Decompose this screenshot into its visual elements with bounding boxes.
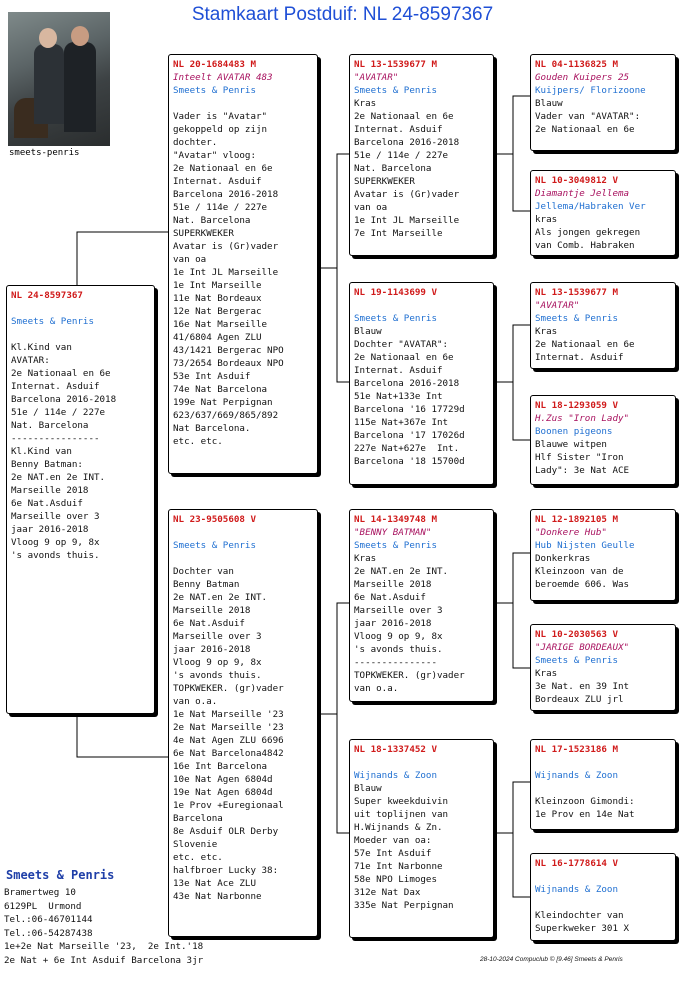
pedigree-card-mother[interactable] — [168, 509, 318, 937]
pedigree-card-mother-mother[interactable] — [349, 739, 494, 938]
pigeon-name: "Donkere Hub" — [535, 527, 607, 538]
card-body: Blauw Vader van "AVATAR": 2e Nationaal en 6e — [535, 98, 641, 135]
ring-number: NL 13-1539677 M — [354, 59, 437, 70]
owner: Smeets & Penris — [173, 540, 256, 551]
card-body: Kras 2e Nationaal en 6e Internat. Asduif Barcelona 2016-2018 51e / 114e / 227e Nat. Barcelona SUPERKWEKER Avatar is (Gr)vader van oa 1e Int JL Marseille 7e Int Marseille — [354, 98, 460, 239]
pigeon-name: "AVATAR" — [535, 300, 580, 311]
ring-number: NL 16-1778614 V — [535, 858, 618, 869]
ring-number: NL 18-1293059 V — [535, 400, 618, 411]
pedigree-card-mm-mother[interactable] — [530, 853, 676, 941]
pedigree-card-ff-father[interactable] — [530, 54, 676, 151]
owner: Wijnands & Zoon — [535, 770, 618, 781]
pedigree-card-mm-father[interactable] — [530, 739, 676, 830]
owner: Smeets & Penris — [535, 655, 618, 666]
pigeon-name: "AVATAR" — [354, 72, 399, 83]
owner: Jellema/Habraken Ver — [535, 201, 646, 212]
pedigree-card-ff-mother[interactable] — [530, 170, 676, 256]
footer-stamp: 28-10-2024 Compuclub © [9.46] Smeets & Penris — [480, 956, 623, 963]
card-body: Kras 2e Nationaal en 6e Internat. Asduif — [535, 326, 635, 363]
pigeon-name: Inteelt AVATAR 483 — [173, 72, 273, 83]
card-body: Donkerkras Kleinzoon van de beroemde 606. Was — [535, 553, 630, 590]
ring-number: NL 13-1539677 M — [535, 287, 618, 298]
card-body: Kleinzoon Gimondi: 1e Prov en 14e Nat — [535, 796, 635, 820]
pedigree-card-father-father[interactable] — [349, 54, 494, 256]
pedigree-card-father[interactable] — [168, 54, 318, 474]
card-body: Kleindochter van Superkweker 301 X — [535, 910, 630, 934]
ring-number: NL 23-9505608 V — [173, 514, 256, 525]
ring-number: NL 10-3049812 V — [535, 175, 618, 186]
owner: Boonen pigeons — [535, 426, 613, 437]
footer-address: Bramertweg 10 6129PL Urmond Tel.:06-46701144 Tel.:06-54287438 1e+2e Nat Marseille '23, 2e Int.'18 2e Nat + 6e Int Asduif Barcelona 3jr — [4, 887, 204, 966]
pedigree-card-mf-father[interactable] — [530, 509, 676, 601]
owner: Wijnands & Zoon — [354, 770, 437, 781]
owner: Smeets & Penris — [535, 313, 618, 324]
pedigree-card-father-mother[interactable] — [349, 282, 494, 485]
pedigree-card-fm-father[interactable] — [530, 282, 676, 369]
card-body: Kras 2e NAT.en 2e INT. Marseille 2018 6e Nat.Asduif Marseille over 3 jaar 2016-2018 Vloog 9 op 9, 8x 's avonds thuis. --------------- TOPKWEKER. (gr)vader van o.a. — [354, 553, 465, 694]
owner: Wijnands & Zoon — [535, 884, 618, 895]
ring-number: NL 12-1892105 M — [535, 514, 618, 525]
card-body: Dochter van Benny Batman 2e NAT.en 2e INT. Marseille 2018 6e Nat.Asduif Marseille over 3 jaar 2016-2018 Vloog 9 op 9, 8x 's avonds thuis. TOPKWEKER. (gr)vader van o.a. 1e Nat Marseille '23 2e Nat Marseille '23 4e Nat Agen ZLU 6696 6e Nat Barcelona4842 16e Int Barcelona 10e Nat Agen 6804d 19e Nat Agen 6804d 1e Prov +Euregionaal Barcelona 8e Asduif OLR Derby Slovenie etc. etc. halfbroer Lucky 38: 13e Nat Ace ZLU 43e Nat Narbonne — [173, 566, 284, 902]
owner: Smeets & Penris — [11, 316, 94, 327]
pigeon-name: "JARIGE BORDEAUX" — [535, 642, 630, 653]
photo-caption: smeets-penris — [9, 148, 80, 158]
card-body: Vader is "Avatar" gekoppeld op zijn dochter. "Avatar" vloog: 2e Nationaal en 6e Internat. Asduif Barcelona 2016-2018 51e / 114e / 227e Nat. Barcelona SUPERKWEKER Avatar is (Gr)vader van oa 1e Int JL Marseille 1e Int Marseille 11e Nat Bordeaux 12e Nat Bergerac 16e Nat Marseille 41/6804 Agen ZLU 43/1421 Bergerac NPO 73/2654 Bordeaux NPO 53e Int Asduif 74e Nat Barcelona 199e Nat Perpignan 623/637/669/865/892 Nat Barcelona. etc. etc. — [173, 111, 284, 447]
ring-number: NL 10-2030563 V — [535, 629, 618, 640]
pigeon-name: "BENNY BATMAN" — [354, 527, 432, 538]
pigeon-name: H.Zus "Iron Lady" — [535, 413, 630, 424]
pedigree-card-fm-mother[interactable] — [530, 395, 676, 485]
owner: Smeets & Penris — [354, 540, 437, 551]
card-body: kras Als jongen gekregen van Comb. Habraken — [535, 214, 641, 251]
card-body: Blauw Dochter "AVATAR": 2e Nationaal en 6e Internat. Asduif Barcelona 2016-2018 51e Nat+133e Int Barcelona '16 17729d 115e Nat+367e Int Barcelona '17 17026d 227e Nat+627e Int. Barcelona '18 15700d — [354, 326, 465, 467]
ring-number: NL 19-1143699 V — [354, 287, 437, 298]
owner: Smeets & Penris — [354, 85, 437, 96]
ring-number: NL 24-8597367 — [11, 290, 83, 301]
ring-number: NL 04-1136825 M — [535, 59, 618, 70]
card-body: Kras 3e Nat. en 39 Int Bordeaux ZLU jrl — [535, 668, 630, 705]
footer-loft-name: Smeets & Penris — [6, 868, 115, 882]
owner: Hub Nijsten Geulle — [535, 540, 635, 551]
pedigree-card-subject[interactable] — [6, 285, 155, 714]
ring-number: NL 14-1349748 M — [354, 514, 437, 525]
card-body: Blauw Super kweekduivin uit toplijnen van H.Wijnands & Zn. Moeder van oa: 57e Int Asduif 71e Int Narbonne 58e NPO Limoges 312e Nat Dax 335e Nat Perpignan — [354, 783, 454, 911]
page-title: Stamkaart Postduif: NL 24-8597367 — [191, 4, 494, 25]
pedigree-card-mother-father[interactable] — [349, 509, 494, 702]
owner: Kuijpers/ Florizoone — [535, 85, 646, 96]
card-body: Kl.Kind van AVATAR: 2e Nationaal en 6e Internat. Asduif Barcelona 2016-2018 51e / 114e / 227e Nat. Barcelona ---------------- Kl.Kind van Benny Batman: 2e NAT.en 2e INT. Marseille 2018 6e Nat.Asduif Marseille over 3 jaar 2016-2018 Vloog 9 op 9, 8x 's avonds thuis. — [11, 342, 117, 561]
owner: Smeets & Penris — [173, 85, 256, 96]
pedigree-card-mf-mother[interactable] — [530, 624, 676, 711]
card-body: Blauwe witpen Hlf Sister "Iron Lady": 3e Nat ACE — [535, 439, 630, 476]
ring-number: NL 18-1337452 V — [354, 744, 437, 755]
ring-number: NL 20-1684483 M — [173, 59, 256, 70]
pigeon-name: Diamantje Jellema — [535, 188, 630, 199]
ring-number: NL 17-1523186 M — [535, 744, 618, 755]
pigeon-name: Gouden Kuipers 25 — [535, 72, 630, 83]
owner: Smeets & Penris — [354, 313, 437, 324]
